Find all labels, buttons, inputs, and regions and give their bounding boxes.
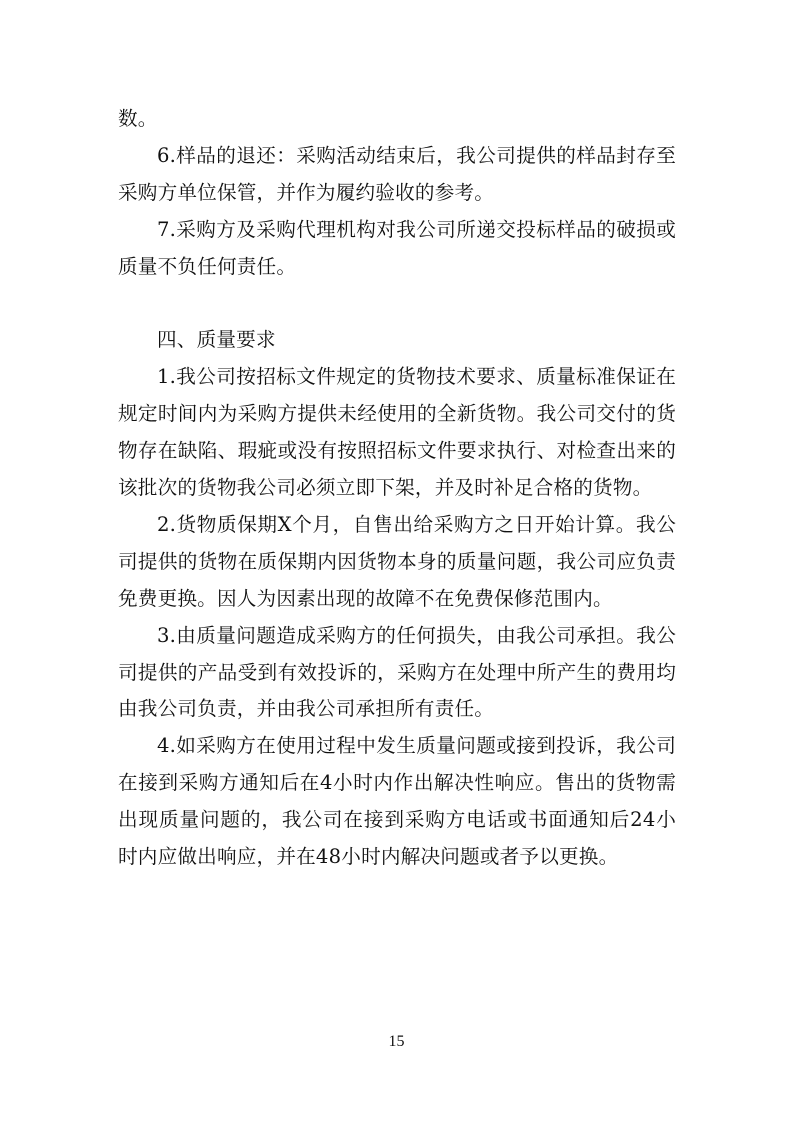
section-spacer [118,286,676,323]
paragraph-quality-3: 3.由质量问题造成采购方的任何损失，由我公司承担。我公司提供的产品受到有效投诉的，采购方在处理中所产生的费用均由我公司负责，并由我公司承担所有责任。 [118,623,676,721]
paragraph-quality-2: 2.货物质保期X个月，自售出给采购方之日开始计算。我公司提供的货物在质保期内因货物本身的质量问题，我公司应负责免费更换。因人为因素出现的故障不在免费保修范围内。 [118,512,676,610]
section-heading-quality: 四、质量要求 [157,328,276,352]
page-number: 15 [388,1033,405,1050]
paragraph-sample-return: 6.样品的退还：采购活动结束后，我公司提供的样品封存至采购方单位保管，并作为履约验收的参考。 [118,143,676,204]
paragraph-quality-4: 4.如采购方在使用过程中发生质量问题或接到投诉，我公司在接到采购方通知后在4小时内作出解决性响应。售出的货物需出现质量问题的，我公司在接到采购方电话或书面通知后24小时内应做出响应，并在48小时内解决问题或者予以更换。 [118,734,676,869]
paragraph-continuation: 数。 [118,107,158,130]
paragraph-sample-liability: 7.采购方及采购代理机构对我公司所递交投标样品的破损或质量不负任何责任。 [118,217,676,278]
document-body [118,101,676,876]
paragraph-quality-1: 1.我公司按招标文件规定的货物技术要求、质量标准保证在规定时间内为采购方提供未经使用的全新货物。我公司交付的货物存在缺陷、瑕疵或没有按照招标文件要求执行、对检查出来的该批次的货物我公司必须立即下架，并及时补足合格的货物。 [118,365,676,500]
